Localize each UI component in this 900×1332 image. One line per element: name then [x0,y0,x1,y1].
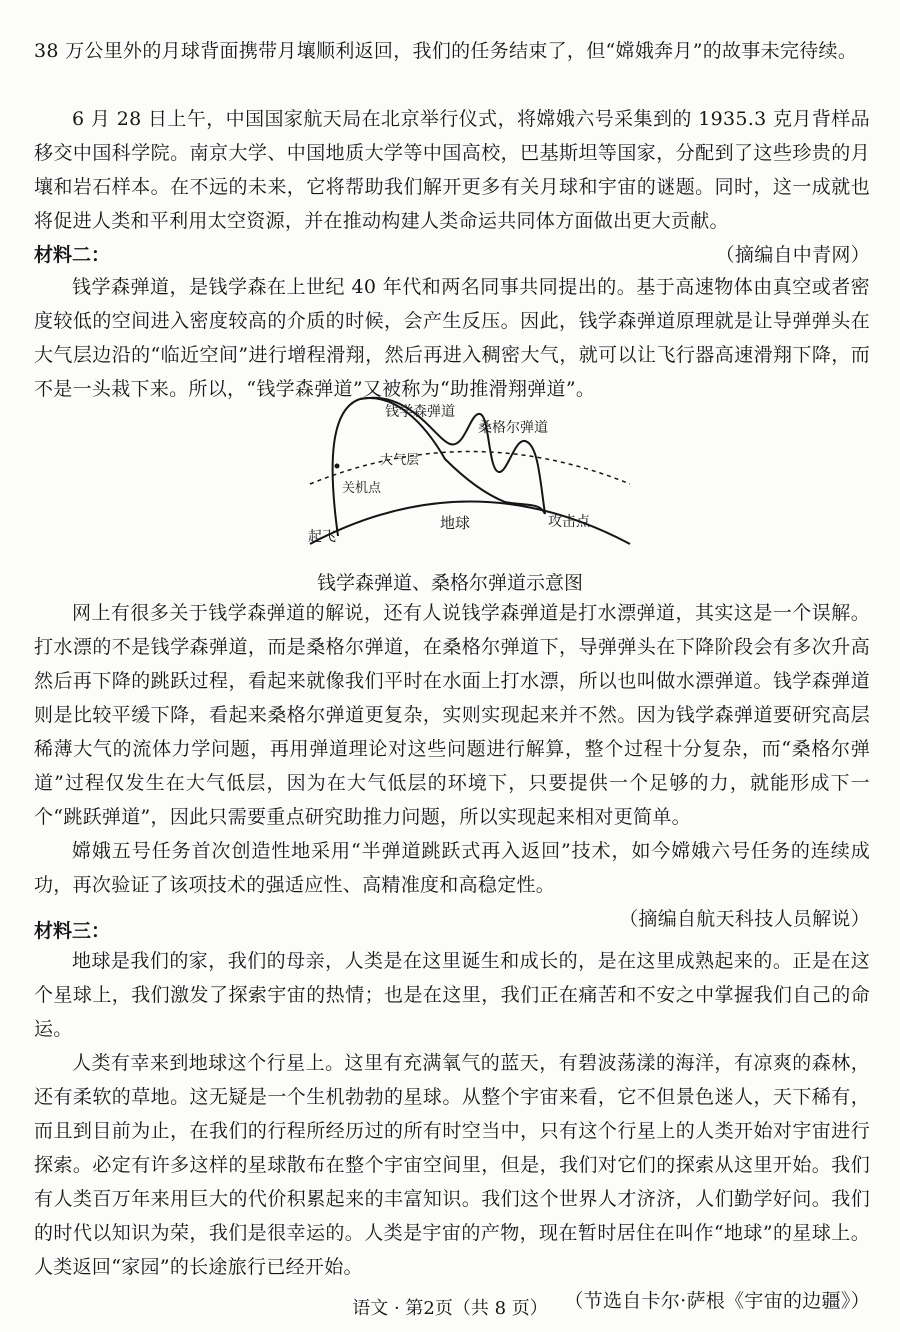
label-shutdown: 关机点 [342,481,382,496]
material-three-heading: 材料三： [34,920,111,942]
material-two-heading: 材料二： [34,244,111,266]
shutdown-point-marker [335,464,340,469]
label-target: 攻击点 [548,514,590,530]
paragraph-3: 钱学森弹道，是钱学森在上世纪 40 年代和两名同事共同提出的。基于高速物体由真空或者密度较低的空间进入密度较高的介质的时候，会产生反压。因此，钱学森弹道原理就是让导弹弹头在大气层边沿的“临近空间”进行增程滑翔，然后再进入稠密大气，就可以让飞行器高速滑翔下降，而不是一头栽下来。所以，“钱学森弹道”又被称为“助推滑翔弹道”。 [34,276,870,400]
paragraph-7 [34,1046,870,1318]
paragraph-2-text: 6 月 28 日上午，中国国家航天局在北京举行仪式，将嫦娥六号采集到的 1935.3 克月背样品移交中国科学院。南京大学、中国地质大学等中国高校，巴基斯坦等国家，分配到了这些珍贵的月壤和岩石样本。在不远的未来，它将帮助我们解开更多有关月球和宇宙的谜题。同时，这一成就也将促进人类和平利用太空资源，并在推动构建人类命运共同体方面做出更大贡献。 [34,108,870,232]
paragraph-2 [34,102,870,272]
source-citation-1: （摘编自中青网） [715,244,870,266]
label-atmosphere: 大气层 [380,453,420,468]
paragraph-6: 地球是我们的家，我们的母亲，人类是在这里诞生和成长的，是在这里成熟起来的。正是在这个星球上，我们激发了探索宇宙的热情；也是在这里，我们正在痛苦和不安之中掌握我们自己的命运。 [34,950,870,1040]
label-sanger: 桑格尔弹道 [478,420,548,436]
label-earth: 地球 [440,514,471,532]
label-qian: 钱学森弹道 [385,404,455,420]
source-citation-2: （摘编自航天科技人员解说） [619,908,870,930]
source-citation-3: （节选自卡尔·萨根《宇宙的边疆》） [564,1290,870,1312]
atmosphere-boundary-arc [310,452,630,485]
paragraph-5-text: 嫦娥五号任务首次创造性地采用“半弹道跳跃式再入返回”技术，如今嫦娥六号任务的连续成功，再次验证了该项技术的强适应性、高精准度和高稳定性。 [34,840,870,896]
diagram-caption: 钱学森弹道、桑格尔弹道示意图 [316,572,583,594]
page-footer: 语文 · 第2页（共 8 页） [352,1298,548,1319]
trajectory-diagram [300,384,640,564]
label-takeoff: 起飞 [308,529,336,545]
paragraph-7-text: 人类有幸来到地球这个行星上。这里有充满氧气的蓝天，有碧波荡漾的海洋，有凉爽的森林，还有柔软的草地。这无疑是一个生机勃勃的星球。从整个宇宙来看，它不但景色迷人，天下稀有，而且到目前为止，在我们的行程所经历过的所有时空当中，只有这个行星上的人类开始对宇宙进行探索。必定有许多这样的星球散布在整个宇宙空间里，但是，我们对它们的探索从这里开始。我们有人类百万年来用巨大的代价积累起来的丰富知识。我们这个世界人才济济，人们勤学好问。我们的时代以知识为荣，我们是很幸运的。人类是宇宙的产物，现在暂时居住在叫作“地球”的星球上。人类返回“家园”的长途旅行已经开始。 [34,1052,870,1278]
paragraph-5 [34,834,870,936]
paragraph-1: 38 万公里外的月球背面携带月壤顺利返回，我们的任务结束了，但“嫦娥奔月”的故事未完待续。 [34,40,858,62]
paragraph-4: 网上有很多关于钱学森弹道的解说，还有人说钱学森弹道是打水漂弹道，其实这是一个误解。打水漂的不是钱学森弹道，而是桑格尔弹道，在桑格尔弹道下，导弹弹头在下降阶段会有多次升高然后再下降的跳跃过程，看起来就像我们平时在水面上打水漂，所以也叫做水漂弹道。钱学森弹道则是比较平缓下降，看起来桑格尔弹道更复杂，实则实现起来并不然。因为钱学森弹道要研究高层稀薄大气的流体力学问题，再用弹道理论对这些问题进行解算，整个过程十分复杂，而“桑格尔弹道”过程仅发生在大气低层，因为在大气低层的环境下，只要提供一个足够的力，就能形成下一个“跳跃弹道”，因此只需要重点研究助推力问题，所以实现起来相对更简单。 [34,602,870,828]
